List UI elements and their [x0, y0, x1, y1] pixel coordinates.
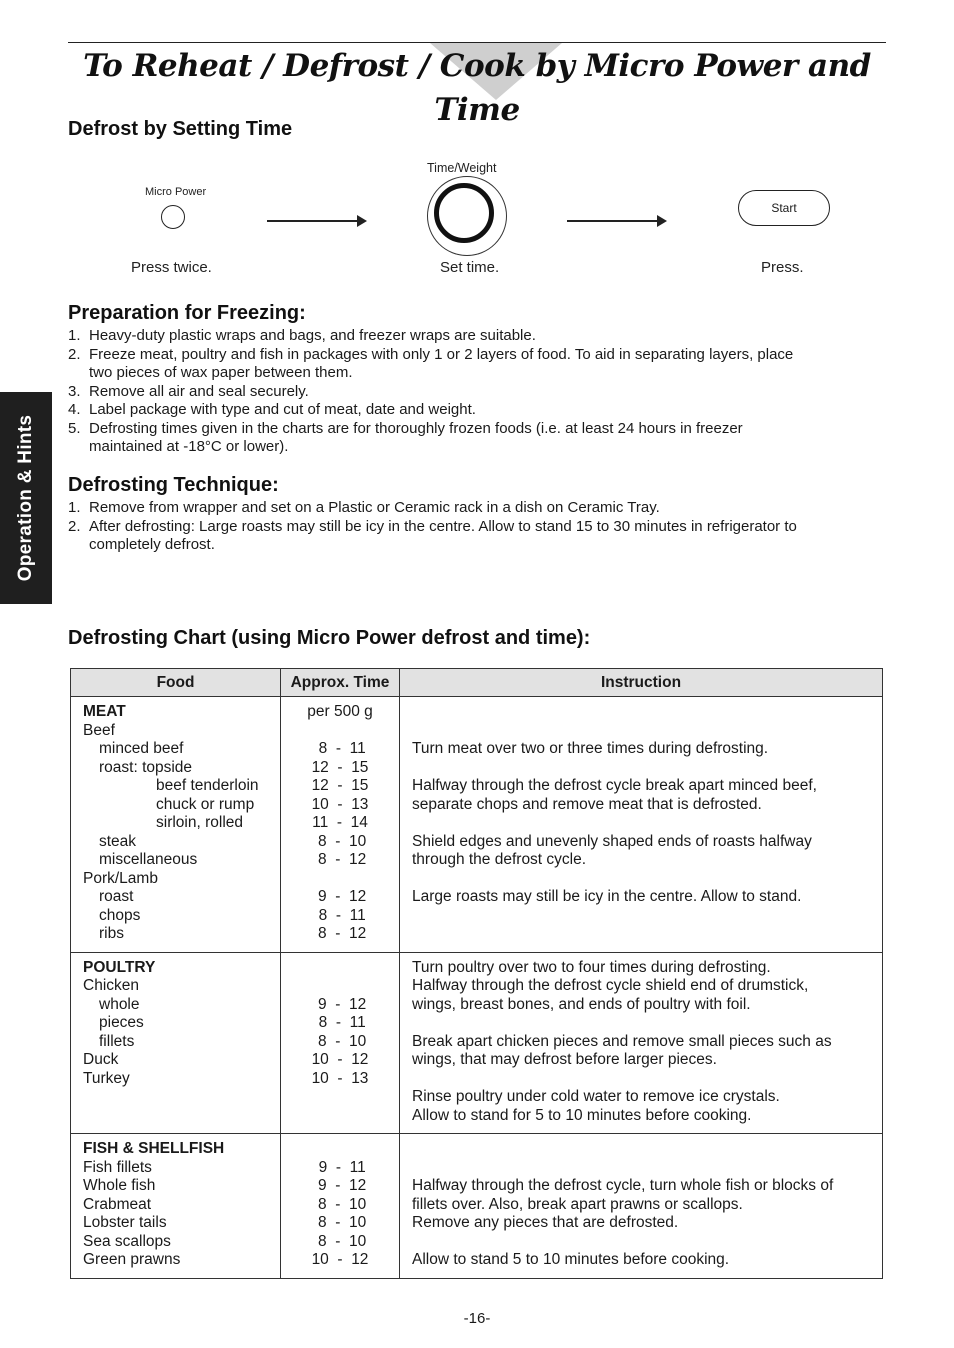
instruction-cell — [400, 1134, 883, 1279]
time-cell — [281, 1134, 400, 1279]
list-item-number: 2. — [68, 345, 81, 363]
list-item — [68, 327, 793, 346]
instruction-text: fillets over. Also, break apart prawns or scallops. — [412, 1195, 743, 1213]
food-item: Pork/Lamb — [83, 869, 158, 887]
time-value: 9 - 12 — [313, 888, 367, 905]
table-row — [71, 1134, 883, 1279]
micro-power-label: Micro Power — [145, 186, 207, 198]
food-item: sirloin, rolled — [156, 814, 244, 831]
instruction-text: separate chops and remove meat that is defrosted. — [412, 795, 762, 813]
food-item: ribs — [99, 925, 124, 942]
instruction-text: Allow to stand for 5 to 10 minutes before cooking. — [412, 1106, 752, 1124]
time-value: 10 - 12 — [311, 1251, 369, 1268]
list-item-text: Remove from wrapper and set on a Plastic or Ceramic rack in a dish on Ceramic Tray. — [89, 499, 660, 516]
food-item: Lobster tails — [83, 1214, 167, 1231]
food-category: POULTRY — [83, 958, 156, 976]
time-value: 8 - 12 — [313, 851, 367, 868]
list-item — [68, 499, 797, 518]
time-value: 10 - 12 — [311, 1051, 369, 1068]
instruction-text: Shield edges and unevenly shaped ends of roasts halfway — [412, 832, 812, 850]
list-item-number: 3. — [68, 382, 81, 400]
time-value: 8 - 11 — [314, 1014, 366, 1031]
time-value: 9 - 12 — [313, 1177, 367, 1194]
food-item: beef tenderloin — [156, 777, 259, 794]
instruction-cell — [400, 697, 883, 953]
header-food: Food — [71, 669, 281, 697]
time-value: 10 - 13 — [311, 1069, 369, 1087]
food-item: Beef — [83, 721, 115, 739]
list-item — [68, 383, 793, 402]
food-item: Duck — [83, 1051, 119, 1068]
list-item-number: 2. — [68, 517, 81, 535]
freezing-list — [68, 327, 793, 457]
food-cell — [71, 1134, 281, 1279]
list-item-text: Remove all air and seal securely. — [89, 382, 309, 400]
instruction-text — [412, 1070, 874, 1089]
food-item: roast — [99, 888, 134, 905]
table-row — [71, 952, 883, 1134]
start-button[interactable] — [738, 190, 830, 226]
instruction-text: through the defrost cycle. — [412, 851, 587, 868]
list-item-text: completely defrost. — [89, 536, 215, 553]
food-item: minced beef — [99, 740, 184, 757]
list-item — [68, 420, 793, 457]
table-header-row — [71, 669, 883, 697]
list-item-text: Freeze meat, poultry and fish in packages with only 1 or 2 layers of food. To aid in separating layers, place — [89, 345, 794, 363]
instruction-text: Turn poultry over two to four times during defrosting. — [412, 958, 771, 976]
header-instruction: Instruction — [400, 669, 883, 697]
header-time: Approx. Time — [281, 669, 400, 697]
step2-caption: Set time. — [440, 259, 500, 276]
food-item — [83, 1107, 280, 1126]
page-number: -16- — [463, 1310, 491, 1327]
instruction-text — [412, 1159, 874, 1178]
instruction-text: Large roasts may still be icy in the centre. Allow to stand. — [412, 888, 802, 905]
instruction-text — [412, 1140, 874, 1159]
food-item: pieces — [99, 1014, 144, 1031]
food-item: roast: topside — [99, 758, 193, 776]
food-item: Crabmeat — [83, 1195, 152, 1213]
food-cell — [71, 697, 281, 953]
list-item-number: 5. — [68, 419, 81, 437]
food-item: Sea scallops — [83, 1232, 171, 1250]
time-value: 8 - 12 — [313, 925, 367, 942]
time-value: 12 - 15 — [311, 777, 369, 794]
time-value: 8 - 10 — [313, 1195, 367, 1213]
food-item: steak — [99, 832, 137, 850]
side-tab — [0, 392, 52, 604]
start-button-label: Start — [771, 201, 797, 215]
instruction-text: Remove any pieces that are defrosted. — [412, 1214, 679, 1231]
list-item-text: Heavy-duty plastic wraps and bags, and freezer wraps are suitable. — [89, 327, 536, 344]
time-weight-label: Time/Weight — [427, 161, 497, 175]
micro-power-button[interactable] — [161, 205, 185, 229]
time-value: per 500 g — [307, 703, 373, 720]
time-value: 8 - 11 — [314, 906, 366, 924]
instruction-text: Halfway through the defrost cycle break apart minced beef, — [412, 777, 817, 794]
list-item — [68, 401, 793, 420]
defrosting-chart-table — [70, 668, 883, 1279]
instruction-text — [412, 1014, 874, 1033]
instruction-text: Allow to stand 5 to 10 minutes before cooking. — [412, 1251, 730, 1268]
time-cell — [281, 697, 400, 953]
instruction-text: Halfway through the defrost cycle, turn whole fish or blocks of — [412, 1177, 834, 1194]
food-item: chuck or rump — [156, 795, 255, 813]
instruction-text — [412, 759, 874, 778]
step1-caption: Press twice. — [131, 259, 212, 276]
instruction-text — [412, 1233, 874, 1252]
technique-list — [68, 499, 797, 555]
list-item-text: After defrosting: Large roasts may still be icy in the centre. Allow to stand 15 to 30 minutes in refrigerator to — [89, 517, 797, 535]
freezing-heading: Preparation for Freezing: — [68, 302, 306, 324]
instruction-text — [412, 870, 874, 889]
time-cell — [281, 952, 400, 1134]
arrow-icon — [567, 220, 665, 222]
instruction-text — [412, 722, 874, 741]
list-item-number: 1. — [68, 499, 81, 516]
arrow-icon — [267, 220, 365, 222]
list-item-number: 1. — [68, 327, 81, 344]
time-weight-dial[interactable] — [427, 176, 507, 256]
food-item: whole — [99, 995, 140, 1013]
time-value: 9 - 12 — [313, 995, 367, 1013]
time-value: 12 - 15 — [311, 758, 369, 776]
time-value: 8 - 10 — [313, 1214, 367, 1231]
food-item: fillets — [99, 1032, 135, 1050]
instruction-text — [412, 814, 874, 833]
list-item-text: maintained at -18°C or lower). — [89, 438, 289, 455]
food-category: FISH & SHELLFISH — [83, 1140, 225, 1157]
list-item — [68, 518, 797, 555]
food-item: Chicken — [83, 977, 139, 994]
technique-heading: Defrosting Technique: — [68, 474, 279, 496]
side-tab-label: Operation & Hints — [15, 414, 36, 582]
instruction-text: wings, breast bones, and ends of poultry with foil. — [412, 995, 751, 1013]
instruction-text: wings, that may defrost before larger pieces. — [412, 1051, 717, 1068]
instruction-text: Break apart chicken pieces and remove small pieces such as — [412, 1032, 832, 1050]
table-row — [71, 697, 883, 953]
food-item: Turkey — [83, 1069, 130, 1087]
time-value: 8 - 11 — [314, 740, 366, 757]
list-item — [68, 346, 793, 383]
instruction-text — [412, 907, 874, 926]
food-cell — [71, 952, 281, 1134]
list-item-text: Defrosting times given in the charts are for thoroughly frozen foods (i.e. at least 24 hours in freezer — [89, 419, 743, 437]
food-category: MEAT — [83, 703, 126, 720]
food-item: Fish fillets — [83, 1158, 152, 1176]
time-value: 10 - 13 — [311, 795, 369, 813]
food-item: Green prawns — [83, 1251, 181, 1268]
food-item: Whole fish — [83, 1177, 156, 1194]
time-value: 11 - 14 — [312, 814, 368, 831]
list-item-text: Label package with type and cut of meat, date and weight. — [89, 401, 476, 418]
dial-knob-icon — [434, 183, 494, 243]
food-item — [83, 1088, 280, 1107]
food-item: chops — [99, 906, 141, 924]
instruction-text — [412, 925, 874, 944]
step3-caption: Press. — [761, 259, 804, 276]
food-item: miscellaneous — [99, 851, 198, 868]
instruction-text — [412, 703, 874, 722]
time-value: 9 - 11 — [314, 1158, 366, 1176]
instruction-text: Turn meat over two or three times during defrosting. — [412, 740, 769, 757]
time-value: 8 - 10 — [313, 1032, 367, 1050]
list-item-number: 4. — [68, 401, 81, 418]
time-value: 8 - 10 — [313, 1232, 367, 1250]
instruction-text: Halfway through the defrost cycle shield end of drumstick, — [412, 977, 809, 994]
list-item-text: two pieces of wax paper between them. — [89, 364, 353, 381]
defrost-steps-diagram — [68, 158, 886, 283]
instruction-text: Rinse poultry under cold water to remove ice crystals. — [412, 1088, 780, 1105]
defrost-setting-heading: Defrost by Setting Time — [68, 118, 293, 140]
time-value: 8 - 10 — [313, 832, 367, 850]
instruction-cell — [400, 952, 883, 1134]
chart-heading: Defrosting Chart (using Micro Power defrost and time): — [68, 627, 591, 649]
page-title: To Reheat / Defrost / Cook by Micro Power and Time — [83, 48, 871, 128]
